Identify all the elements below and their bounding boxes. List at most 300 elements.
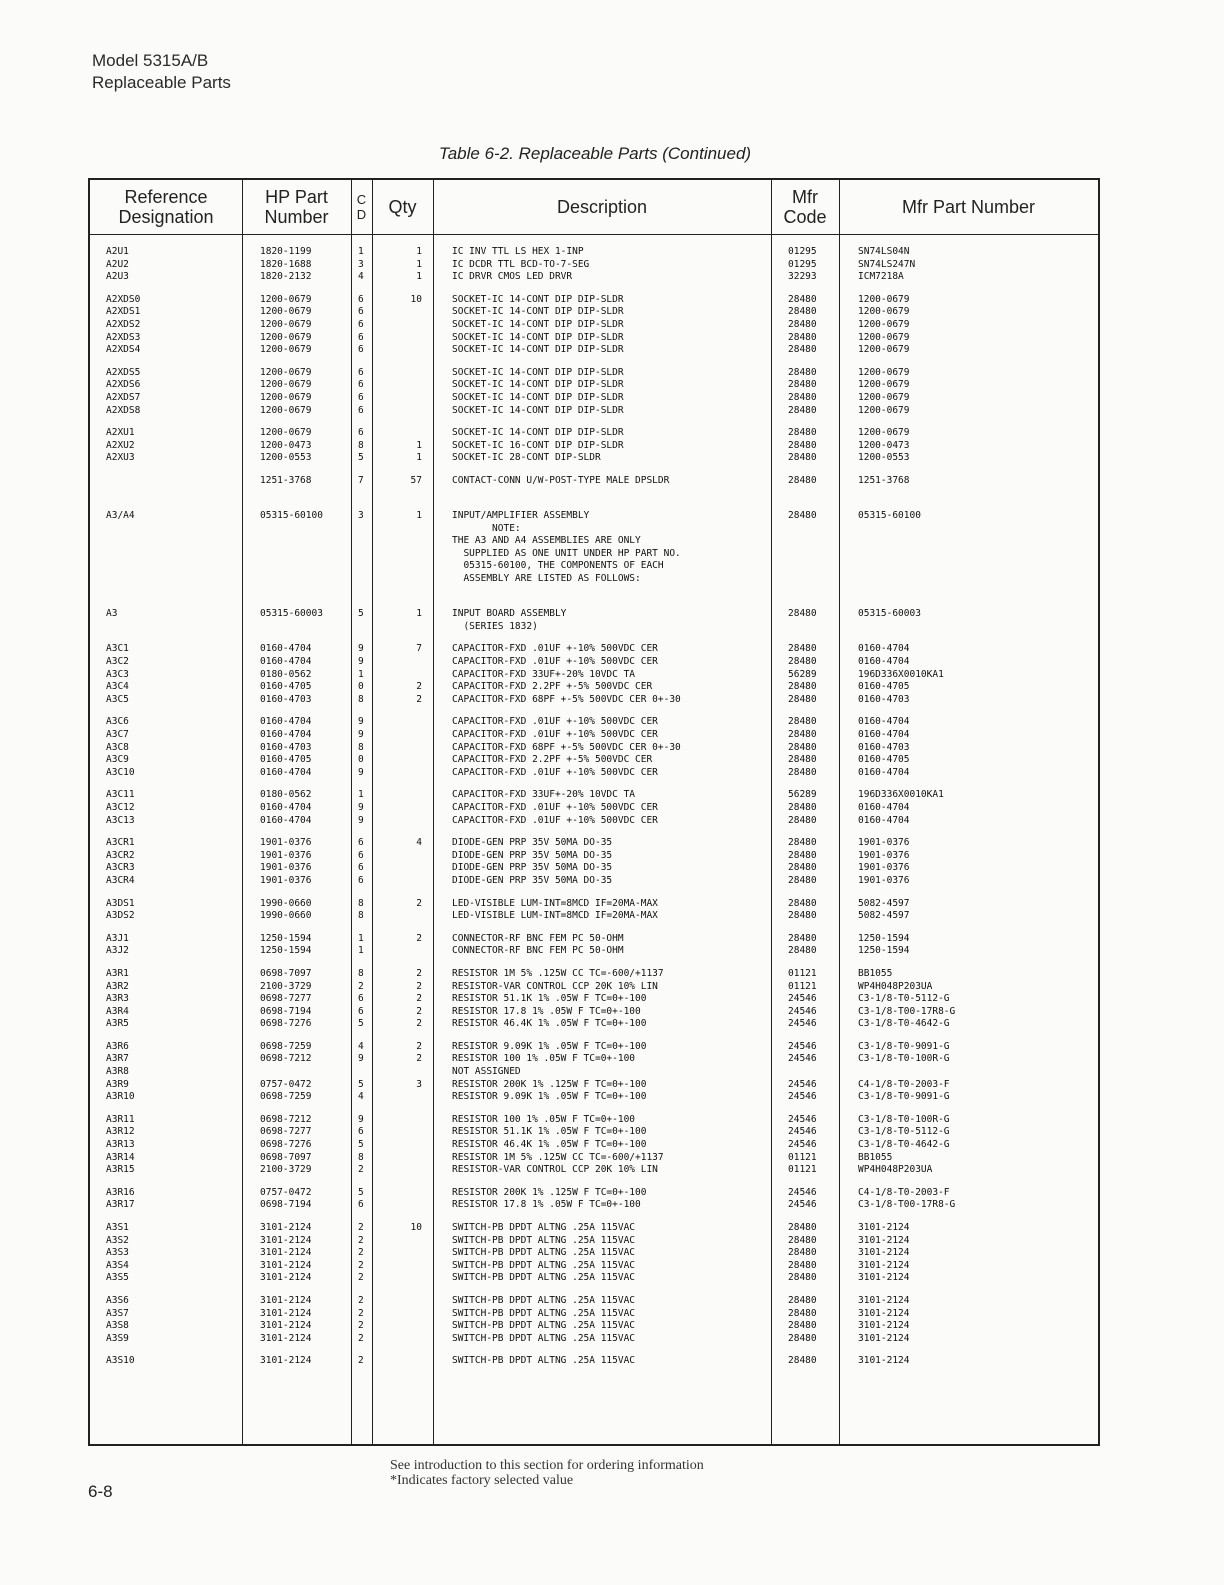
cell-desc: SWITCH-PB DPDT ALTNG .25A 115VAC (452, 1355, 636, 1367)
footnote (390, 1458, 704, 1488)
cell-mfr: 28480 (788, 801, 817, 813)
cell-desc: SOCKET-IC 14-CONT DIP DIP-SLDR (452, 306, 624, 318)
cell-mpn: 1200-0679 (858, 427, 910, 439)
table-row (90, 405, 1098, 418)
model-title: Model 5315A/B (92, 51, 209, 70)
table-body (90, 246, 1098, 1378)
cell-mfr: 28480 (788, 1355, 817, 1367)
cell-mpn: 3101-2124 (858, 1307, 910, 1319)
cell-mfr: 01121 (788, 980, 817, 992)
cell-mpn: C3-1/8-T0-9091-G (858, 1091, 950, 1103)
table-row (90, 1308, 1098, 1321)
cell-mfr: 01295 (788, 258, 817, 270)
cell-desc: RESISTOR 200K 1% .125W F TC=0+-100 (452, 1186, 647, 1198)
cell-mpn: 1901-0376 (858, 874, 910, 886)
cell-cd: 6 (358, 1126, 364, 1138)
cell-mfr: 28480 (788, 643, 817, 655)
cell-cd: 1 (358, 789, 364, 801)
cell-mfr: 28480 (788, 391, 817, 403)
header-mfr-code: Mfr Code (783, 187, 827, 227)
cell-hp: 0698-7194 (260, 1199, 312, 1211)
cell-ref: A3C12 (106, 801, 135, 813)
cell-ref: A2XDS1 (106, 306, 141, 318)
cell-hp: 2100-3729 (260, 980, 312, 992)
cell-mfr: 01295 (788, 246, 817, 257)
cell-qty: 2 (416, 1040, 422, 1052)
cell-mpn: 0160-4704 (858, 656, 910, 668)
cell-ref: A3CR1 (106, 837, 135, 849)
cell-cd: 6 (358, 366, 364, 378)
cell-mfr: 28480 (788, 439, 817, 451)
cell-mpn: 0160-4704 (858, 814, 910, 826)
cell-cd: 9 (358, 729, 364, 740)
cell-hp: 0160-4703 (260, 693, 312, 705)
footnote-factory-selected: *Indicates factory selected value (390, 1473, 574, 1488)
table-row (90, 1333, 1098, 1346)
cell-desc: SOCKET-IC 14-CONT DIP DIP-SLDR (452, 404, 624, 416)
cell-mfr: 28480 (788, 1222, 817, 1233)
cell-mpn: 3101-2124 (858, 1234, 910, 1246)
cell-hp: 0757-0472 (260, 1078, 312, 1090)
cell-qty: 7 (416, 643, 422, 655)
header-divider (90, 234, 1098, 235)
table-row (90, 1247, 1098, 1260)
cell-qty: 4 (416, 837, 422, 849)
cell-hp: 1901-0376 (260, 862, 312, 874)
header-hp-part-number: HP Part Number (264, 187, 329, 227)
cell-hp: 0180-0562 (260, 668, 312, 680)
cell-mfr: 28480 (788, 766, 817, 778)
cell-cd: 6 (358, 318, 364, 330)
cell-desc: RESISTOR 51.1K 1% .05W F TC=0+-100 (452, 1126, 647, 1138)
cell-hp: 3101-2124 (260, 1222, 312, 1233)
cell-hp: 0160-4704 (260, 801, 312, 813)
table-row (90, 1091, 1098, 1104)
cell-ref: A2U2 (106, 258, 129, 270)
cell-ref: A3R5 (106, 1018, 129, 1030)
cell-desc: 05315-60100, THE COMPONENTS OF EACH (452, 560, 664, 572)
cell-ref: A3S1 (106, 1222, 129, 1233)
table-row (90, 1041, 1098, 1054)
cell-mfr: 28480 (788, 1307, 817, 1319)
cell-mfr: 28480 (788, 510, 817, 522)
cell-ref: A2XDS3 (106, 331, 141, 343)
cell-hp: 0160-4705 (260, 681, 312, 693)
cell-ref: A3C5 (106, 693, 129, 705)
cell-desc: RESISTOR 9.09K 1% .05W F TC=0+-100 (452, 1091, 647, 1103)
cell-desc: CAPACITOR-FXD 33UF+-20% 10VDC TA (452, 668, 636, 680)
cell-mfr: 24546 (788, 1091, 817, 1103)
cell-hp: 1820-1688 (260, 258, 312, 270)
cell-desc: DIODE-GEN PRP 35V 50MA DO-35 (452, 849, 613, 861)
cell-hp: 1250-1594 (260, 945, 312, 957)
row-group (90, 716, 1098, 779)
cell-desc: IC INV TTL LS HEX 1-INP (452, 246, 584, 257)
cell-hp: 0698-7194 (260, 1005, 312, 1017)
cell-cd: 2 (358, 1332, 364, 1344)
cell-mpn: SN74LS04N (858, 246, 910, 257)
cell-desc: CAPACITOR-FXD .01UF +-10% 500VDC CER (452, 643, 658, 655)
cell-desc: SOCKET-IC 28-CONT DIP-SLDR (452, 452, 601, 464)
cell-qty: 1 (416, 608, 422, 620)
cell-mfr: 28480 (788, 681, 817, 693)
cell-mpn: 1200-0679 (858, 306, 910, 318)
cell-hp: 3101-2124 (260, 1307, 312, 1319)
cell-mpn: 3101-2124 (858, 1222, 910, 1233)
cell-ref: A2XU1 (106, 427, 135, 439)
table-row (90, 681, 1098, 694)
cell-hp: 1200-0679 (260, 318, 312, 330)
cell-ref: A2U1 (106, 246, 129, 257)
cell-hp: 0160-4704 (260, 814, 312, 826)
cell-hp: 1901-0376 (260, 837, 312, 849)
table-row (90, 1139, 1098, 1152)
cell-cd: 8 (358, 693, 364, 705)
cell-hp: 1200-0679 (260, 331, 312, 343)
cell-ref: A3 (106, 608, 118, 620)
table-row (90, 379, 1098, 392)
header-description: Description (556, 197, 648, 217)
table-row (90, 259, 1098, 272)
cell-cd: 6 (358, 331, 364, 343)
cell-cd: 1 (358, 945, 364, 957)
cell-desc: RESISTOR 200K 1% .125W F TC=0+-100 (452, 1078, 647, 1090)
table-row (90, 1006, 1098, 1019)
cell-ref: A3R4 (106, 1005, 129, 1017)
cell-mpn: C3-1/8-T00-17R8-G (858, 1005, 956, 1017)
table-row (90, 1272, 1098, 1285)
cell-desc: RESISTOR 100 1% .05W F TC=0+-100 (452, 1053, 636, 1065)
cell-mfr: 01121 (788, 1164, 817, 1176)
row-group (90, 1295, 1098, 1345)
table-row (90, 548, 1098, 561)
cell-ref: A3R9 (106, 1078, 129, 1090)
cell-mfr: 28480 (788, 729, 817, 740)
table-row (90, 742, 1098, 755)
table-row (90, 608, 1098, 621)
cell-cd: 2 (358, 1164, 364, 1176)
section-title: Replaceable Parts (92, 73, 231, 92)
cell-cd: 2 (358, 1259, 364, 1271)
cell-ref: A3S6 (106, 1294, 129, 1306)
cell-qty: 2 (416, 993, 422, 1005)
cell-desc: DIODE-GEN PRP 35V 50MA DO-35 (452, 862, 613, 874)
cell-mpn: 1901-0376 (858, 862, 910, 874)
cell-desc: RESISTOR 9.09K 1% .05W F TC=0+-100 (452, 1040, 647, 1052)
cell-qty: 10 (410, 293, 422, 305)
cell-hp: 1820-2132 (260, 271, 312, 283)
cell-cd: 8 (358, 439, 364, 451)
cell-ref: A2XDS0 (106, 293, 141, 305)
cell-mfr: 56289 (788, 789, 817, 801)
cell-mpn: BB1055 (858, 1151, 893, 1163)
cell-ref: A3C2 (106, 656, 129, 668)
cell-mpn: 3101-2124 (858, 1247, 910, 1259)
cell-mpn: 0160-4704 (858, 729, 910, 740)
cell-hp: 0698-7277 (260, 993, 312, 1005)
cell-hp: 1200-0679 (260, 344, 312, 356)
cell-mfr: 28480 (788, 874, 817, 886)
table-row (90, 754, 1098, 767)
cell-desc: CAPACITOR-FXD .01UF +-10% 500VDC CER (452, 656, 658, 668)
row-group (90, 933, 1098, 958)
cell-cd: 8 (358, 897, 364, 909)
table-row (90, 850, 1098, 863)
cell-mfr: 24546 (788, 1078, 817, 1090)
cell-ref: A3R14 (106, 1151, 135, 1163)
cell-desc: SOCKET-IC 14-CONT DIP DIP-SLDR (452, 366, 624, 378)
cell-ref: A3R15 (106, 1164, 135, 1176)
table-row (90, 815, 1098, 828)
table-row (90, 367, 1098, 380)
cell-mpn: 1200-0679 (858, 331, 910, 343)
cell-ref: A3R8 (106, 1066, 129, 1078)
cell-hp: 0160-4705 (260, 754, 312, 766)
cell-ref: A3R12 (106, 1126, 135, 1138)
cell-hp: 0698-7276 (260, 1139, 312, 1151)
cell-mpn: 1200-0679 (858, 391, 910, 403)
cell-mfr: 28480 (788, 862, 817, 874)
cell-qty: 2 (416, 967, 422, 979)
cell-mpn: 1200-0473 (858, 439, 910, 451)
cell-desc: CAPACITOR-FXD .01UF +-10% 500VDC CER (452, 729, 658, 740)
cell-ref: A3R17 (106, 1199, 135, 1211)
cell-hp: 3101-2124 (260, 1355, 312, 1367)
cell-mfr: 28480 (788, 1294, 817, 1306)
cell-cd: 3 (358, 510, 364, 522)
cell-desc: CONTACT-CONN U/W-POST-TYPE MALE DPSLDR (452, 474, 670, 486)
row-group (90, 1222, 1098, 1285)
table-row (90, 910, 1098, 923)
table-row (90, 1018, 1098, 1031)
cell-cd: 4 (358, 1040, 364, 1052)
cell-ref: A3S5 (106, 1272, 129, 1284)
cell-mfr: 24546 (788, 1186, 817, 1198)
cell-hp: 05315-60100 (260, 510, 323, 522)
cell-mpn: 0160-4704 (858, 716, 910, 728)
cell-desc: ASSEMBLY ARE LISTED AS FOLLOWS: (452, 573, 641, 585)
table-row (90, 560, 1098, 573)
cell-mfr: 28480 (788, 366, 817, 378)
row-group (90, 475, 1098, 488)
cell-mpn: 196D336X0010KA1 (858, 789, 944, 801)
cell-mpn: 1200-0679 (858, 404, 910, 416)
cell-hp: 3101-2124 (260, 1332, 312, 1344)
cell-desc: CAPACITOR-FXD .01UF +-10% 500VDC CER (452, 814, 658, 826)
cell-ref: A3R3 (106, 993, 129, 1005)
cell-mfr: 28480 (788, 379, 817, 391)
cell-mpn: C3-1/8-T0-4642-G (858, 1018, 950, 1030)
cell-desc: SOCKET-IC 14-CONT DIP DIP-SLDR (452, 293, 624, 305)
cell-cd: 9 (358, 801, 364, 813)
table-row (90, 802, 1098, 815)
cell-mfr: 28480 (788, 344, 817, 356)
table-row (90, 1199, 1098, 1212)
cell-desc: SWITCH-PB DPDT ALTNG .25A 115VAC (452, 1247, 636, 1259)
row-group (90, 789, 1098, 827)
cell-mpn: 3101-2124 (858, 1355, 910, 1367)
table-row (90, 1114, 1098, 1127)
cell-mfr: 56289 (788, 668, 817, 680)
cell-ref: A2XU2 (106, 439, 135, 451)
cell-ref: A2XDS2 (106, 318, 141, 330)
cell-desc: CAPACITOR-FXD 2.2PF +-5% 500VDC CER (452, 754, 653, 766)
cell-mpn: 0160-4704 (858, 766, 910, 778)
cell-desc: DIODE-GEN PRP 35V 50MA DO-35 (452, 874, 613, 886)
cell-desc: THE A3 AND A4 ASSEMBLIES ARE ONLY (452, 535, 641, 547)
cell-ref: A3R10 (106, 1091, 135, 1103)
table-row (90, 523, 1098, 536)
cell-mpn: C3-1/8-T00-17R8-G (858, 1199, 956, 1211)
cell-desc: SOCKET-IC 14-CONT DIP DIP-SLDR (452, 331, 624, 343)
table-row (90, 875, 1098, 888)
table-row (90, 392, 1098, 405)
cell-ref: A3R7 (106, 1053, 129, 1065)
table-row (90, 1320, 1098, 1333)
cell-mfr: 28480 (788, 1234, 817, 1246)
cell-cd: 6 (358, 379, 364, 391)
cell-mpn: 196D336X0010KA1 (858, 668, 944, 680)
cell-hp: 1901-0376 (260, 874, 312, 886)
cell-ref: A3S7 (106, 1307, 129, 1319)
cell-cd: 8 (358, 741, 364, 753)
cell-cd: 2 (358, 1222, 364, 1233)
cell-hp: 1200-0679 (260, 293, 312, 305)
cell-desc: SOCKET-IC 14-CONT DIP DIP-SLDR (452, 427, 624, 439)
cell-ref: A3C10 (106, 766, 135, 778)
cell-mfr: 28480 (788, 741, 817, 753)
cell-hp: 0698-7259 (260, 1040, 312, 1052)
cell-ref: A3J2 (106, 945, 129, 957)
table-row (90, 1295, 1098, 1308)
cell-cd: 6 (358, 874, 364, 886)
cell-cd: 9 (358, 1113, 364, 1125)
table-row (90, 573, 1098, 586)
row-group (90, 367, 1098, 417)
table-row (90, 968, 1098, 981)
cell-mpn: C3-1/8-T0-100R-G (858, 1053, 950, 1065)
table-row (90, 1079, 1098, 1092)
cell-mfr: 24546 (788, 1040, 817, 1052)
cell-qty: 2 (416, 693, 422, 705)
header-reference-designation: Reference Designation (118, 187, 214, 227)
cell-mpn: C3-1/8-T0-100R-G (858, 1113, 950, 1125)
cell-hp: 1200-0679 (260, 391, 312, 403)
cell-mfr: 28480 (788, 814, 817, 826)
table-row (90, 319, 1098, 332)
cell-cd: 6 (358, 293, 364, 305)
cell-hp: 1200-0679 (260, 404, 312, 416)
cell-hp: 0160-4704 (260, 729, 312, 740)
cell-hp: 3101-2124 (260, 1247, 312, 1259)
cell-desc: CAPACITOR-FXD 33UF+-20% 10VDC TA (452, 789, 636, 801)
table-row (90, 1066, 1098, 1079)
cell-cd: 6 (358, 344, 364, 356)
cell-ref: A2XDS5 (106, 366, 141, 378)
cell-desc: SWITCH-PB DPDT ALTNG .25A 115VAC (452, 1332, 636, 1344)
cell-desc: SOCKET-IC 16-CONT DIP DIP-SLDR (452, 439, 624, 451)
cell-ref: A2XDS6 (106, 379, 141, 391)
cell-hp: 0698-7097 (260, 967, 312, 979)
cell-desc: NOT ASSIGNED (452, 1066, 521, 1078)
cell-mpn: 1901-0376 (858, 837, 910, 849)
cell-mfr: 24546 (788, 1199, 817, 1211)
cell-mfr: 28480 (788, 293, 817, 305)
cell-mfr: 24546 (788, 1005, 817, 1017)
cell-qty: 1 (416, 510, 422, 522)
cell-qty: 2 (416, 932, 422, 944)
cell-desc: RESISTOR-VAR CONTROL CCP 20K 10% LIN (452, 980, 658, 992)
row-group (90, 1187, 1098, 1212)
cell-qty: 2 (416, 897, 422, 909)
table-row (90, 767, 1098, 780)
cell-ref: A3R1 (106, 967, 129, 979)
cell-desc: SWITCH-PB DPDT ALTNG .25A 115VAC (452, 1234, 636, 1246)
cell-hp: 0698-7259 (260, 1091, 312, 1103)
cell-cd: 6 (358, 993, 364, 1005)
cell-mfr: 28480 (788, 474, 817, 486)
cell-cd: 2 (358, 1272, 364, 1284)
cell-qty: 2 (416, 1053, 422, 1065)
cell-ref: A3C6 (106, 716, 129, 728)
cell-hp: 0698-7097 (260, 1151, 312, 1163)
cell-desc: RESISTOR 1M 5% .125W CC TC=-600/+1137 (452, 1151, 664, 1163)
table-row (90, 993, 1098, 1006)
table-row (90, 427, 1098, 440)
cell-mfr: 32293 (788, 271, 817, 283)
cell-desc: CAPACITOR-FXD 68PF +-5% 500VDC CER 0+-30 (452, 693, 681, 705)
table-row (90, 729, 1098, 742)
cell-mfr: 28480 (788, 932, 817, 944)
cell-hp: 1990-0660 (260, 910, 312, 922)
cell-desc: SOCKET-IC 14-CONT DIP DIP-SLDR (452, 379, 624, 391)
cell-ref: A3C7 (106, 729, 129, 740)
cell-ref: A3S3 (106, 1247, 129, 1259)
cell-cd: 6 (358, 1199, 364, 1211)
cell-desc: IC DRVR CMOS LED DRVR (452, 271, 573, 283)
table-row (90, 837, 1098, 850)
cell-mpn: 0160-4705 (858, 754, 910, 766)
cell-mpn: 05315-60100 (858, 510, 921, 522)
cell-mpn: 3101-2124 (858, 1320, 910, 1332)
cell-hp: 1820-1199 (260, 246, 312, 257)
cell-desc: CAPACITOR-FXD 2.2PF +-5% 500VDC CER (452, 681, 653, 693)
cell-cd: 5 (358, 452, 364, 464)
cell-cd: 8 (358, 1151, 364, 1163)
cell-hp: 1200-0679 (260, 366, 312, 378)
cell-hp: 1200-0679 (260, 306, 312, 318)
cell-mpn: 3101-2124 (858, 1294, 910, 1306)
cell-hp: 0698-7212 (260, 1113, 312, 1125)
cell-hp: 0160-4704 (260, 643, 312, 655)
cell-ref: A3S10 (106, 1355, 135, 1367)
cell-cd: 6 (358, 306, 364, 318)
row-group (90, 1041, 1098, 1104)
cell-cd: 6 (358, 849, 364, 861)
table-row (90, 1222, 1098, 1235)
cell-hp: 1901-0376 (260, 849, 312, 861)
header-mfr-part-number: Mfr Part Number (901, 197, 1036, 217)
cell-desc: RESISTOR 51.1K 1% .05W F TC=0+-100 (452, 993, 647, 1005)
row-group (90, 498, 1098, 586)
cell-ref: A3CR2 (106, 849, 135, 861)
cell-cd: 9 (358, 643, 364, 655)
cell-mpn: 1250-1594 (858, 945, 910, 957)
cell-hp: 1200-0679 (260, 427, 312, 439)
row-group (90, 1114, 1098, 1177)
cell-ref: A2XU3 (106, 452, 135, 464)
cell-cd: 2 (358, 980, 364, 992)
